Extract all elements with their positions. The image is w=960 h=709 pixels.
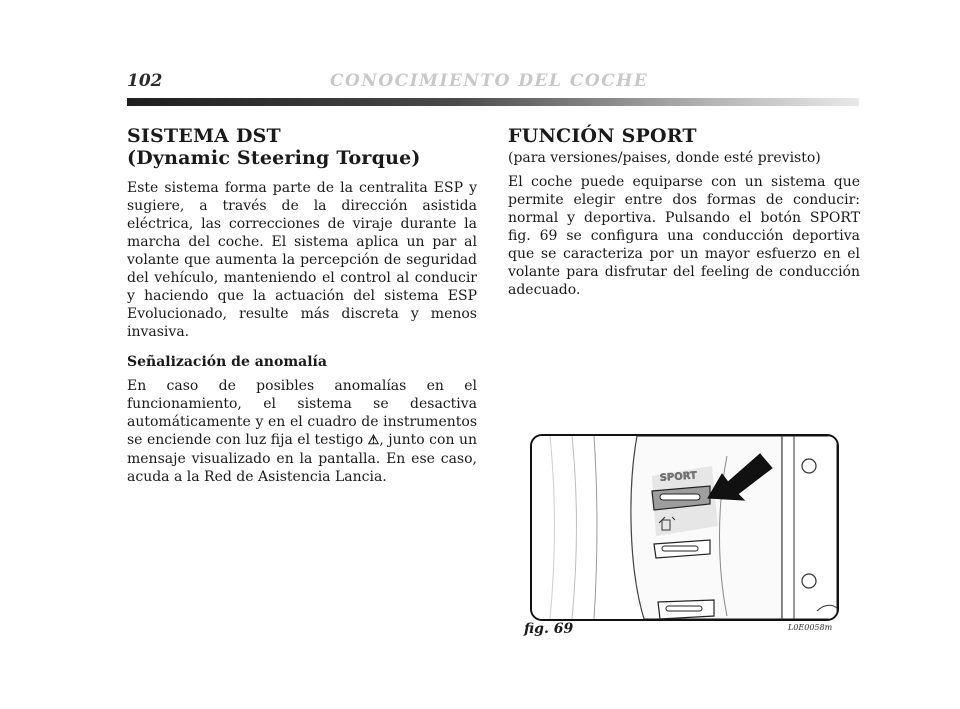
screw-top-icon (802, 459, 816, 473)
anomaly-subheading: Señalización de anomalía (127, 354, 327, 370)
sport-title: FUNCIÓN SPORT (508, 125, 697, 147)
figure-caption: fig. 69 (524, 621, 574, 637)
warning-triangle-icon: ⚠ (367, 433, 380, 448)
running-head: CONOCIMIENTO DEL COCHE (330, 71, 649, 91)
dst-paragraph: Este sistema forma parte de la centralita ESP y sugiere, a través de la dirección asistida eléctrica, las correcciones de viraje durante la marcha del coche. El sistema aplica un par al volante que aumenta la percepción de seguridad del vehículo, manteniendo el control al conducir y haciendo que la actuación del sistema ESP Evolucionado, resulte más discreta y menos invasiva. (127, 180, 477, 340)
sport-paragraph: El coche puede equiparse con un sistema que permite elegir entre dos formas de conducir: normal y deportiva. Pulsando el botón SPORT fig. 69 se configura una conducción deportiva que se caracteriza por un mayor esfuerzo en el volante para disfrutar del feeling de conducción adecuado. (508, 174, 860, 298)
dst-title (127, 125, 477, 169)
screw-bottom-icon (802, 574, 816, 588)
lower-button-2[interactable] (658, 600, 714, 619)
anomaly-paragraph (127, 377, 477, 486)
figure-69 (530, 434, 839, 621)
anomaly-text-end: , junto con un mensaje visualizado en la pantalla. En ese caso, acuda a la Red de Asistencia Lancia. (127, 432, 477, 485)
dst-title-line1: SISTEMA DST (127, 125, 281, 147)
sport-note: (para versiones/paises, donde esté previsto) (508, 150, 821, 166)
figure-code: L0E0058m (788, 623, 833, 632)
sport-label: SPORT (659, 470, 698, 484)
header-rule (127, 98, 859, 106)
dst-title-line2: (Dynamic Steering Torque) (127, 147, 421, 169)
anomaly-text-start: En caso de posibles anomalías en el funcionamiento, el sistema se desactiva automáticamente y en el cuadro de instrumentos se enciende con luz fija el testigo (127, 378, 477, 448)
right-column (508, 125, 860, 299)
left-column (127, 125, 477, 486)
page-number: 102 (127, 71, 163, 91)
sport-button-illustration (532, 436, 837, 619)
